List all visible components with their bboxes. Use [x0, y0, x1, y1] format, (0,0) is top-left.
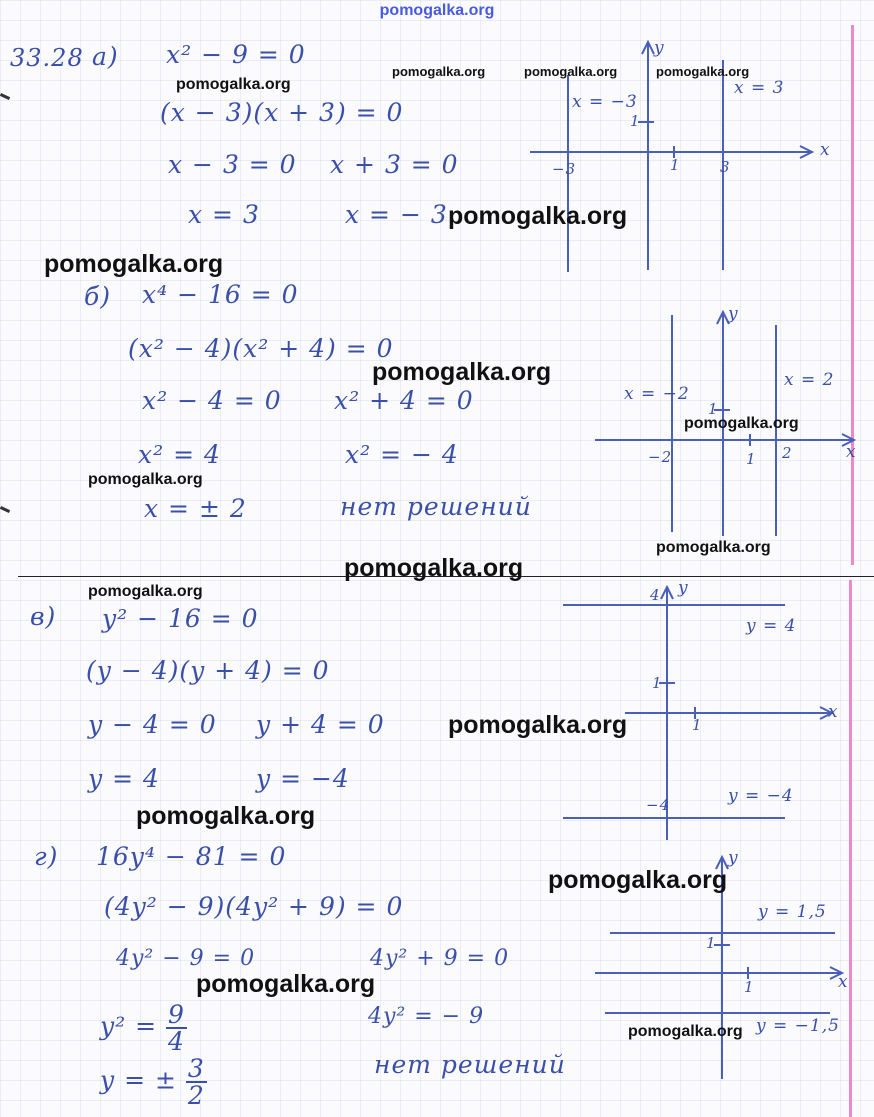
part-b-line-8: нет решений [340, 492, 532, 521]
part-g-line-6: 4y² = − 9 [368, 1004, 485, 1029]
fraction-denominator: 2 [187, 1081, 205, 1110]
graph-b-axis-y: y [728, 304, 739, 324]
part-b-line-4: x² + 4 = 0 [334, 386, 474, 415]
graph-a-line-right: x = 3 [734, 78, 785, 98]
part-b-line-5: x² = 4 [138, 440, 221, 469]
graph-b-tick-1y: 1 [708, 400, 719, 418]
graph-v-tick-1y: 1 [652, 674, 663, 692]
part-v-line-4: y + 4 = 0 [256, 710, 385, 739]
fraction-denominator: 4 [168, 1027, 185, 1056]
fraction-numerator: 3 [187, 1054, 205, 1083]
part-g-label: г) [34, 842, 59, 871]
part-v-line-5: y = 4 [88, 764, 160, 793]
fraction-numerator: 9 [168, 1000, 185, 1029]
graph-g-line-top: y = 1,5 [758, 902, 827, 922]
part-v-label: в) [30, 602, 57, 631]
graph-a-axis-x: x [820, 140, 831, 160]
watermark: pomogalka.org [448, 202, 628, 230]
watermark-top: pomogalka.org [379, 2, 495, 19]
graph-g-tick-1y: 1 [706, 934, 717, 952]
edge-mark [0, 506, 10, 513]
graph-v-line-bottom: y = −4 [728, 786, 794, 806]
graph-g-axis-y: y [728, 848, 739, 868]
watermark: pomogalka.org [372, 358, 552, 386]
part-g-y-eq: y = ± [100, 1065, 177, 1095]
edge-mark [0, 93, 10, 100]
part-g-line-5 [100, 1002, 187, 1054]
part-a-label: а) [92, 42, 119, 71]
graph-v-line-top: y = 4 [746, 616, 797, 636]
watermark: pomogalka.org [196, 970, 376, 998]
graph-a-line-left: x = −3 [572, 92, 638, 112]
graph-b-tick-1x: 1 [746, 450, 757, 468]
graph-b-tick-neg: −2 [648, 448, 673, 466]
problem-number: 33.28 [10, 44, 84, 72]
watermark: pomogalka.org [524, 64, 618, 79]
graph-a-tick-1x: 1 [670, 156, 681, 174]
graph-a-axis-y: y [654, 38, 665, 58]
watermark: pomogalka.org [88, 471, 203, 488]
graph-a-tick-pos: 3 [720, 158, 731, 176]
part-a-line-4: x + 3 = 0 [330, 150, 459, 179]
graph-b-line-right: x = 2 [784, 370, 835, 390]
fraction-3-2 [186, 1056, 207, 1108]
graph-v [555, 575, 845, 845]
watermark: pomogalka.org [176, 76, 291, 93]
part-a-line-5: x = 3 [188, 200, 260, 229]
graph-v-tick-top: 4 [650, 586, 661, 604]
graph-g-axis-x: x [838, 972, 849, 992]
part-v-line-2: (y − 4)(y + 4) = 0 [86, 656, 330, 685]
graph-g-tick-1x: 1 [744, 978, 755, 996]
graph-v-tick-1x: 1 [692, 716, 703, 734]
part-v-line-6: y = −4 [256, 764, 350, 793]
part-b-line-1: x⁴ − 16 = 0 [142, 280, 299, 309]
watermark: pomogalka.org [548, 866, 728, 894]
graph-v-axis-x: x [828, 702, 839, 722]
part-g-line-8: нет решений [374, 1050, 566, 1079]
part-g-y2-eq: y² = [100, 1011, 158, 1041]
watermark: pomogalka.org [44, 250, 224, 278]
part-v-line-3: y − 4 = 0 [88, 710, 217, 739]
part-b-label: б) [84, 282, 112, 311]
part-b-line-2: (x² − 4)(x² + 4) = 0 [128, 334, 394, 363]
watermark: pomogalka.org [448, 711, 628, 739]
graph-b-line-left: x = −2 [624, 384, 690, 404]
watermark: pomogalka.org [628, 1023, 743, 1040]
graph-a-tick-neg: −3 [552, 160, 577, 178]
part-g-line-3: 4y² − 9 = 0 [116, 946, 256, 971]
graph-v-tick-bottom: −4 [646, 796, 671, 814]
part-b-line-3: x² − 4 = 0 [142, 386, 282, 415]
part-g-line-2: (4y² − 9)(4y² + 9) = 0 [104, 892, 404, 921]
part-g-line-7 [100, 1056, 207, 1108]
part-a-line-2: (x − 3)(x + 3) = 0 [160, 98, 404, 127]
graph-a-tick-1y: 1 [630, 112, 641, 130]
part-g-line-1: 16y⁴ − 81 = 0 [96, 842, 287, 871]
fraction-9-4 [166, 1002, 187, 1054]
watermark: pomogalka.org [136, 802, 316, 830]
watermark: pomogalka.org [656, 539, 771, 556]
graph-b-tick-pos: 2 [782, 444, 793, 462]
part-g-line-4: 4y² + 9 = 0 [370, 946, 510, 971]
graph-b-axis-x: x [846, 442, 857, 462]
part-b-line-7: x = ± 2 [144, 494, 247, 523]
graph-v-axis-y: y [678, 578, 689, 598]
part-a-line-3: x − 3 = 0 [168, 150, 297, 179]
watermark: pomogalka.org [88, 583, 203, 600]
part-b-line-6: x² = − 4 [345, 440, 459, 469]
graph-g-line-bottom: y = −1,5 [756, 1016, 840, 1036]
watermark: pomogalka.org [656, 64, 750, 79]
watermark: pomogalka.org [344, 554, 524, 582]
part-v-line-1: y² − 16 = 0 [102, 604, 259, 633]
watermark: pomogalka.org [684, 415, 799, 432]
part-a-line-1: x² − 9 = 0 [166, 40, 306, 69]
watermark: pomogalka.org [392, 64, 486, 79]
part-a-line-6: x = − 3 [345, 200, 448, 229]
